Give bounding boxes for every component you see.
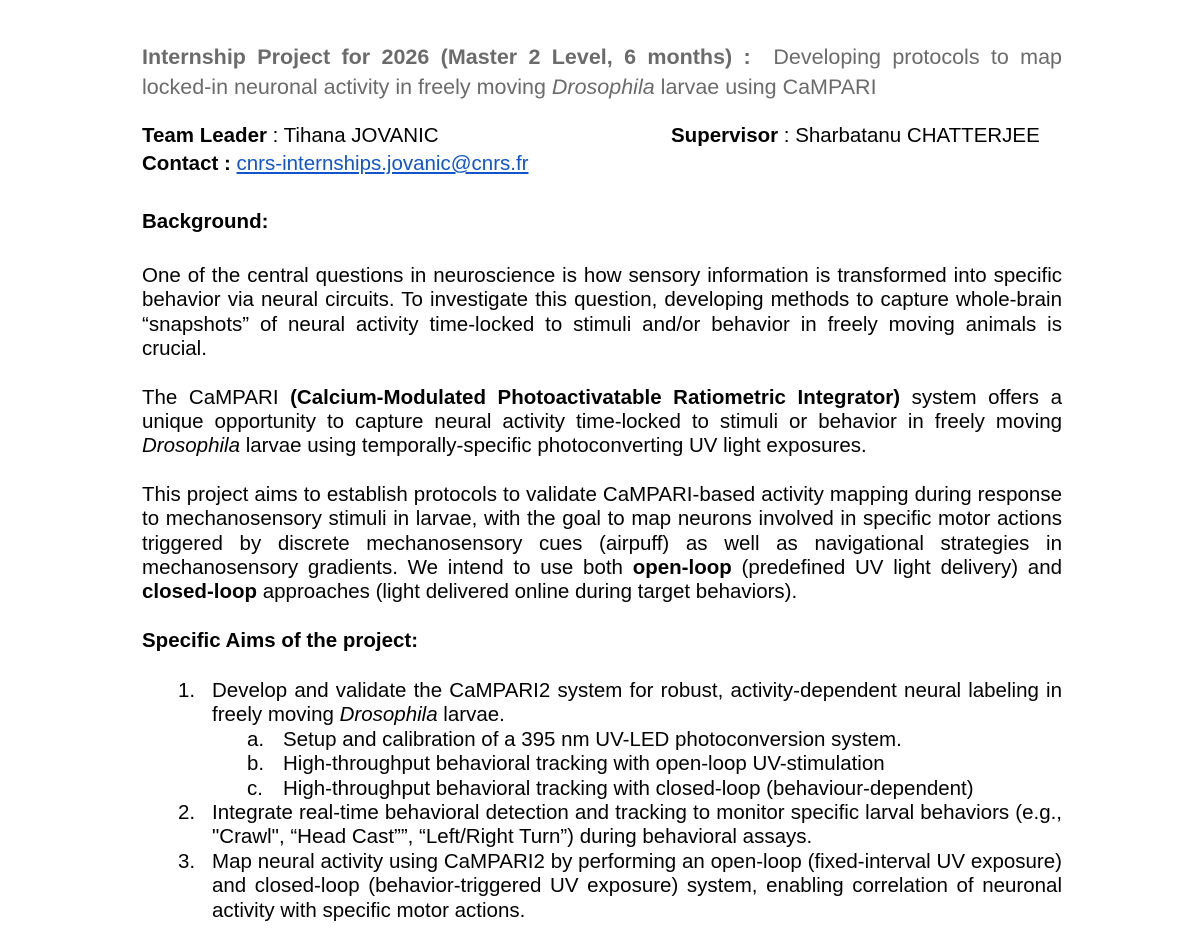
aim-number: 3.: [178, 849, 196, 873]
title-bold: Internship Project for 2026 (Master 2 Level, 6 months) :: [142, 45, 751, 69]
sub-aim-letter: b.: [247, 752, 265, 776]
title-italic: Drosophila: [551, 75, 655, 99]
contact-row: [142, 152, 1062, 180]
aim-1-text-b: larvae.: [437, 703, 505, 727]
p2-italic: Drosophila: [142, 434, 240, 458]
aim-text: Map neural activity using CaMPARI2 by performing an open-loop (fixed-interval UV exposure) and closed-loop (behavior-triggered UV exposure) system, enabling correlation of neuronal activity with specific motor actions.: [212, 849, 1062, 922]
aim-item: [142, 801, 1062, 850]
team-leader-name: Tihana JOVANIC: [283, 124, 439, 147]
supervisor-name: Sharbatanu CHATTERJEE: [795, 124, 1040, 147]
sub-aim-letter: c.: [247, 776, 263, 800]
supervisor: [671, 124, 1040, 148]
p3-bold-2: closed-loop: [142, 580, 258, 604]
aim-1-text-a: Develop and validate the CaMPARI2 system for robust, activity-dependent neural labeling in freely moving: [212, 678, 1062, 727]
contact-email-link[interactable]: cnrs-internships.jovanic@cnrs.fr: [236, 152, 529, 175]
p2-text-c: larvae using temporally-specific photoconverting UV light exposures.: [240, 434, 867, 458]
aim-number: 2.: [178, 800, 196, 824]
title-text-1: Developing protocols to map locked-in neuronal activity in freely moving: [142, 45, 1063, 99]
background-paragraph-3: [142, 483, 1062, 605]
aim-sub-list: [212, 728, 1062, 801]
title-text-2: larvae using CaMPARI: [660, 75, 877, 99]
document-page: [142, 42, 1062, 923]
background-heading: Background:: [142, 210, 269, 233]
aim-1-italic: Drosophila: [339, 703, 438, 727]
p3-text-c: approaches (light delivered online during target behaviors).: [257, 580, 798, 604]
p2-text-a: The CaMPARI: [142, 385, 291, 409]
p3-bold-1: open-loop: [632, 556, 732, 580]
background-paragraph-2: [142, 386, 1062, 459]
aims-heading: Specific Aims of the project:: [142, 628, 419, 652]
supervisor-sep: :: [778, 124, 796, 147]
aim-text: Integrate real-time behavioral detection and tracking to monitor specific larval behaviors (e.g., "Crawl", “Head Cast””, “Left/Right Turn”) during behavioral assays.: [212, 800, 1062, 849]
team-leader-row: [142, 124, 1062, 152]
contact-label: Contact :: [142, 152, 231, 175]
supervisor-label: Supervisor: [671, 124, 779, 147]
aim-item: [142, 679, 1062, 801]
p2-text-b: system offers a unique opportunity to capture neural activity time-locked to stimuli or behavior in freely moving: [142, 385, 1063, 434]
sub-aim-item: [212, 777, 1062, 801]
sub-aim-letter: a.: [247, 727, 265, 751]
sub-aim-text: High-throughput behavioral tracking with closed-loop (behaviour-dependent): [283, 776, 974, 800]
p3-text-a: This project aims to establish protocols to validate CaMPARI-based activity mapping during response to mechanosensory stimuli in larvae, with the goal to map neurons involved in specific motor actions triggered by discrete mechanosensory cues (airpuff) as well as navigational strategies in mechanosensory gradients. We intend to use both: [142, 482, 1062, 580]
team-leader-sep: :: [266, 124, 284, 147]
background-paragraph-1: One of the central questions in neuroscience is how sensory information is transformed into specific behavior via neural circuits. To investigate this question, developing methods to capture whole-brain “snapshots” of neural activity time-locked to stimuli and/or behavior in freely moving animals is crucial.: [142, 264, 1062, 361]
aim-text: [212, 679, 1062, 726]
team-leader: [142, 124, 439, 147]
project-title: [142, 42, 1062, 102]
aim-number: 1.: [178, 678, 196, 702]
aim-item: [142, 850, 1062, 923]
p3-text-b: (predefined UV light delivery) and: [731, 556, 1062, 580]
sub-aim-text: Setup and calibration of a 395 nm UV-LED photoconversion system.: [283, 727, 902, 751]
p2-bold: (Calcium-Modulated Photoactivatable Ratiometric Integrator): [290, 385, 901, 409]
team-leader-label: Team Leader: [142, 124, 267, 147]
sub-aim-item: [212, 728, 1062, 752]
aims-list: [142, 679, 1062, 923]
sub-aim-item: [212, 752, 1062, 776]
sub-aim-text: High-throughput behavioral tracking with open-loop UV-stimulation: [283, 752, 885, 776]
